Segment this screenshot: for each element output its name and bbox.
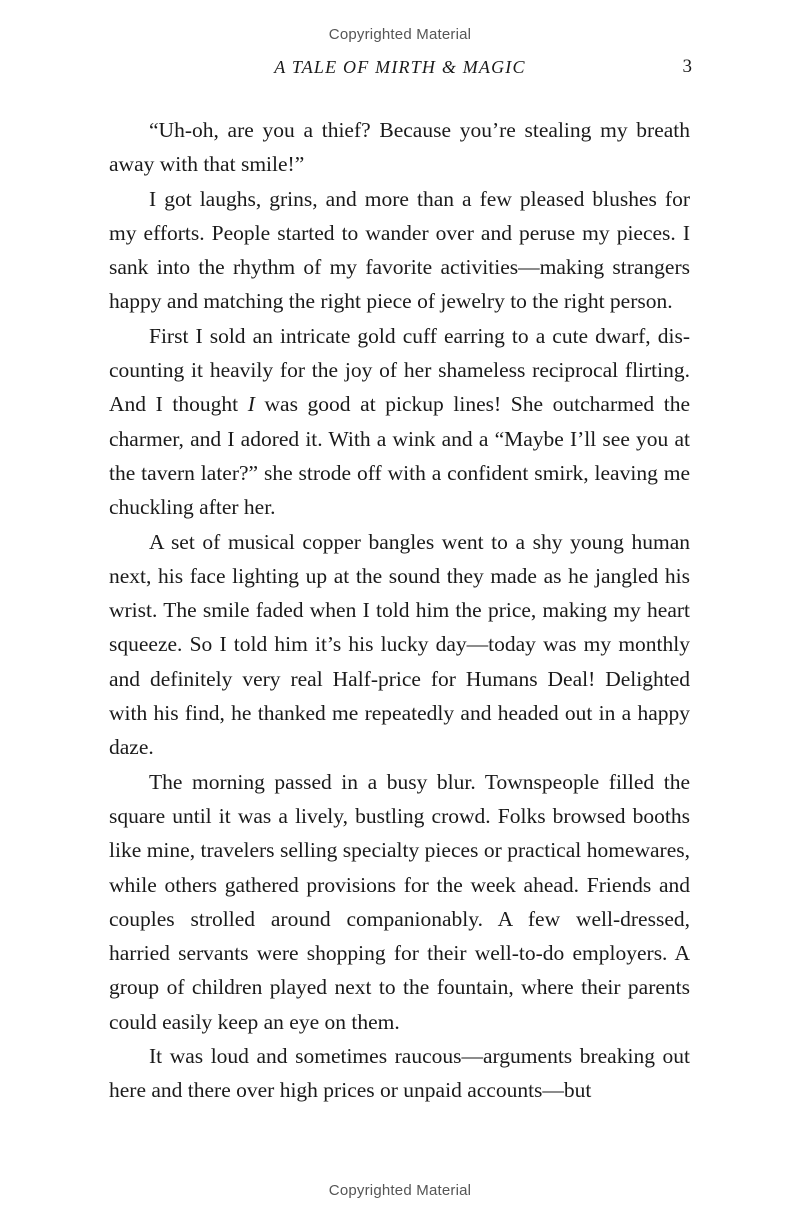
paragraph-4: A set of musical copper bangles went to a shy young human next, his face lighting up at the sound they made as he jangled his wrist. The smile faded when I told him the price, making my heart squeeze. So I told him it’s his lucky day—today was my monthly and definitely very real Half-price for Humans Deal! Delighted with his find, he thanked me repeatedly and headed out in a happy daze. bbox=[109, 529, 690, 760]
running-head-title: A TALE OF MIRTH & MAGIC bbox=[274, 57, 526, 77]
paragraph-3 bbox=[109, 319, 690, 525]
paragraph-2: I got laughs, grins, and more than a few pleased blushes for my efforts. People started to wander over and peruse my pieces. I sank into the rhythm of my favorite activities—making strangers happy and matching the right piece of jewelry to the right person. bbox=[109, 186, 690, 314]
paragraph-3-part-2: was good at pickup lines! She outcharmed the charmer, and I adored it. With a wink and a “Maybe I’ll see you at the tavern later?” she strode off with a confident smirk, leaving me chuckling after her. bbox=[109, 392, 690, 520]
paragraph-1: “Uh-oh, are you a thief? Because you’re stealing my breath away with that smile!” bbox=[109, 118, 690, 177]
emphasis-word: I bbox=[247, 392, 255, 417]
paragraph-6: It was loud and sometimes raucous—arguments breaking out here and there over high prices or unpaid accounts—but bbox=[109, 1044, 690, 1103]
copyright-watermark-top: Copyrighted Material bbox=[328, 26, 472, 43]
body-text bbox=[109, 113, 690, 1108]
copyright-watermark-bottom: Copyrighted Material bbox=[328, 1182, 472, 1199]
page-number: 3 bbox=[682, 56, 692, 77]
running-header bbox=[0, 54, 800, 80]
paragraph-3-part-1: First I sold an intricate gold cuff earring to a cute dwarf, discounting it heavily for the joy of her shameless reciprocal flirting. And I thought bbox=[109, 323, 690, 417]
paragraph-5: The morning passed in a busy blur. Townspeople filled the square until it was a lively, bustling crowd. Folks browsed booths like mine, travelers selling specialty pieces or practical homewares, while others gathered provisions for the week ahead. Friends and couples strolled around companionably. A few well-dressed, harried servants were shopping for their well-to-do employers. A group of children played next to the fountain, where their parents could easily keep an eye on them. bbox=[109, 769, 690, 1034]
